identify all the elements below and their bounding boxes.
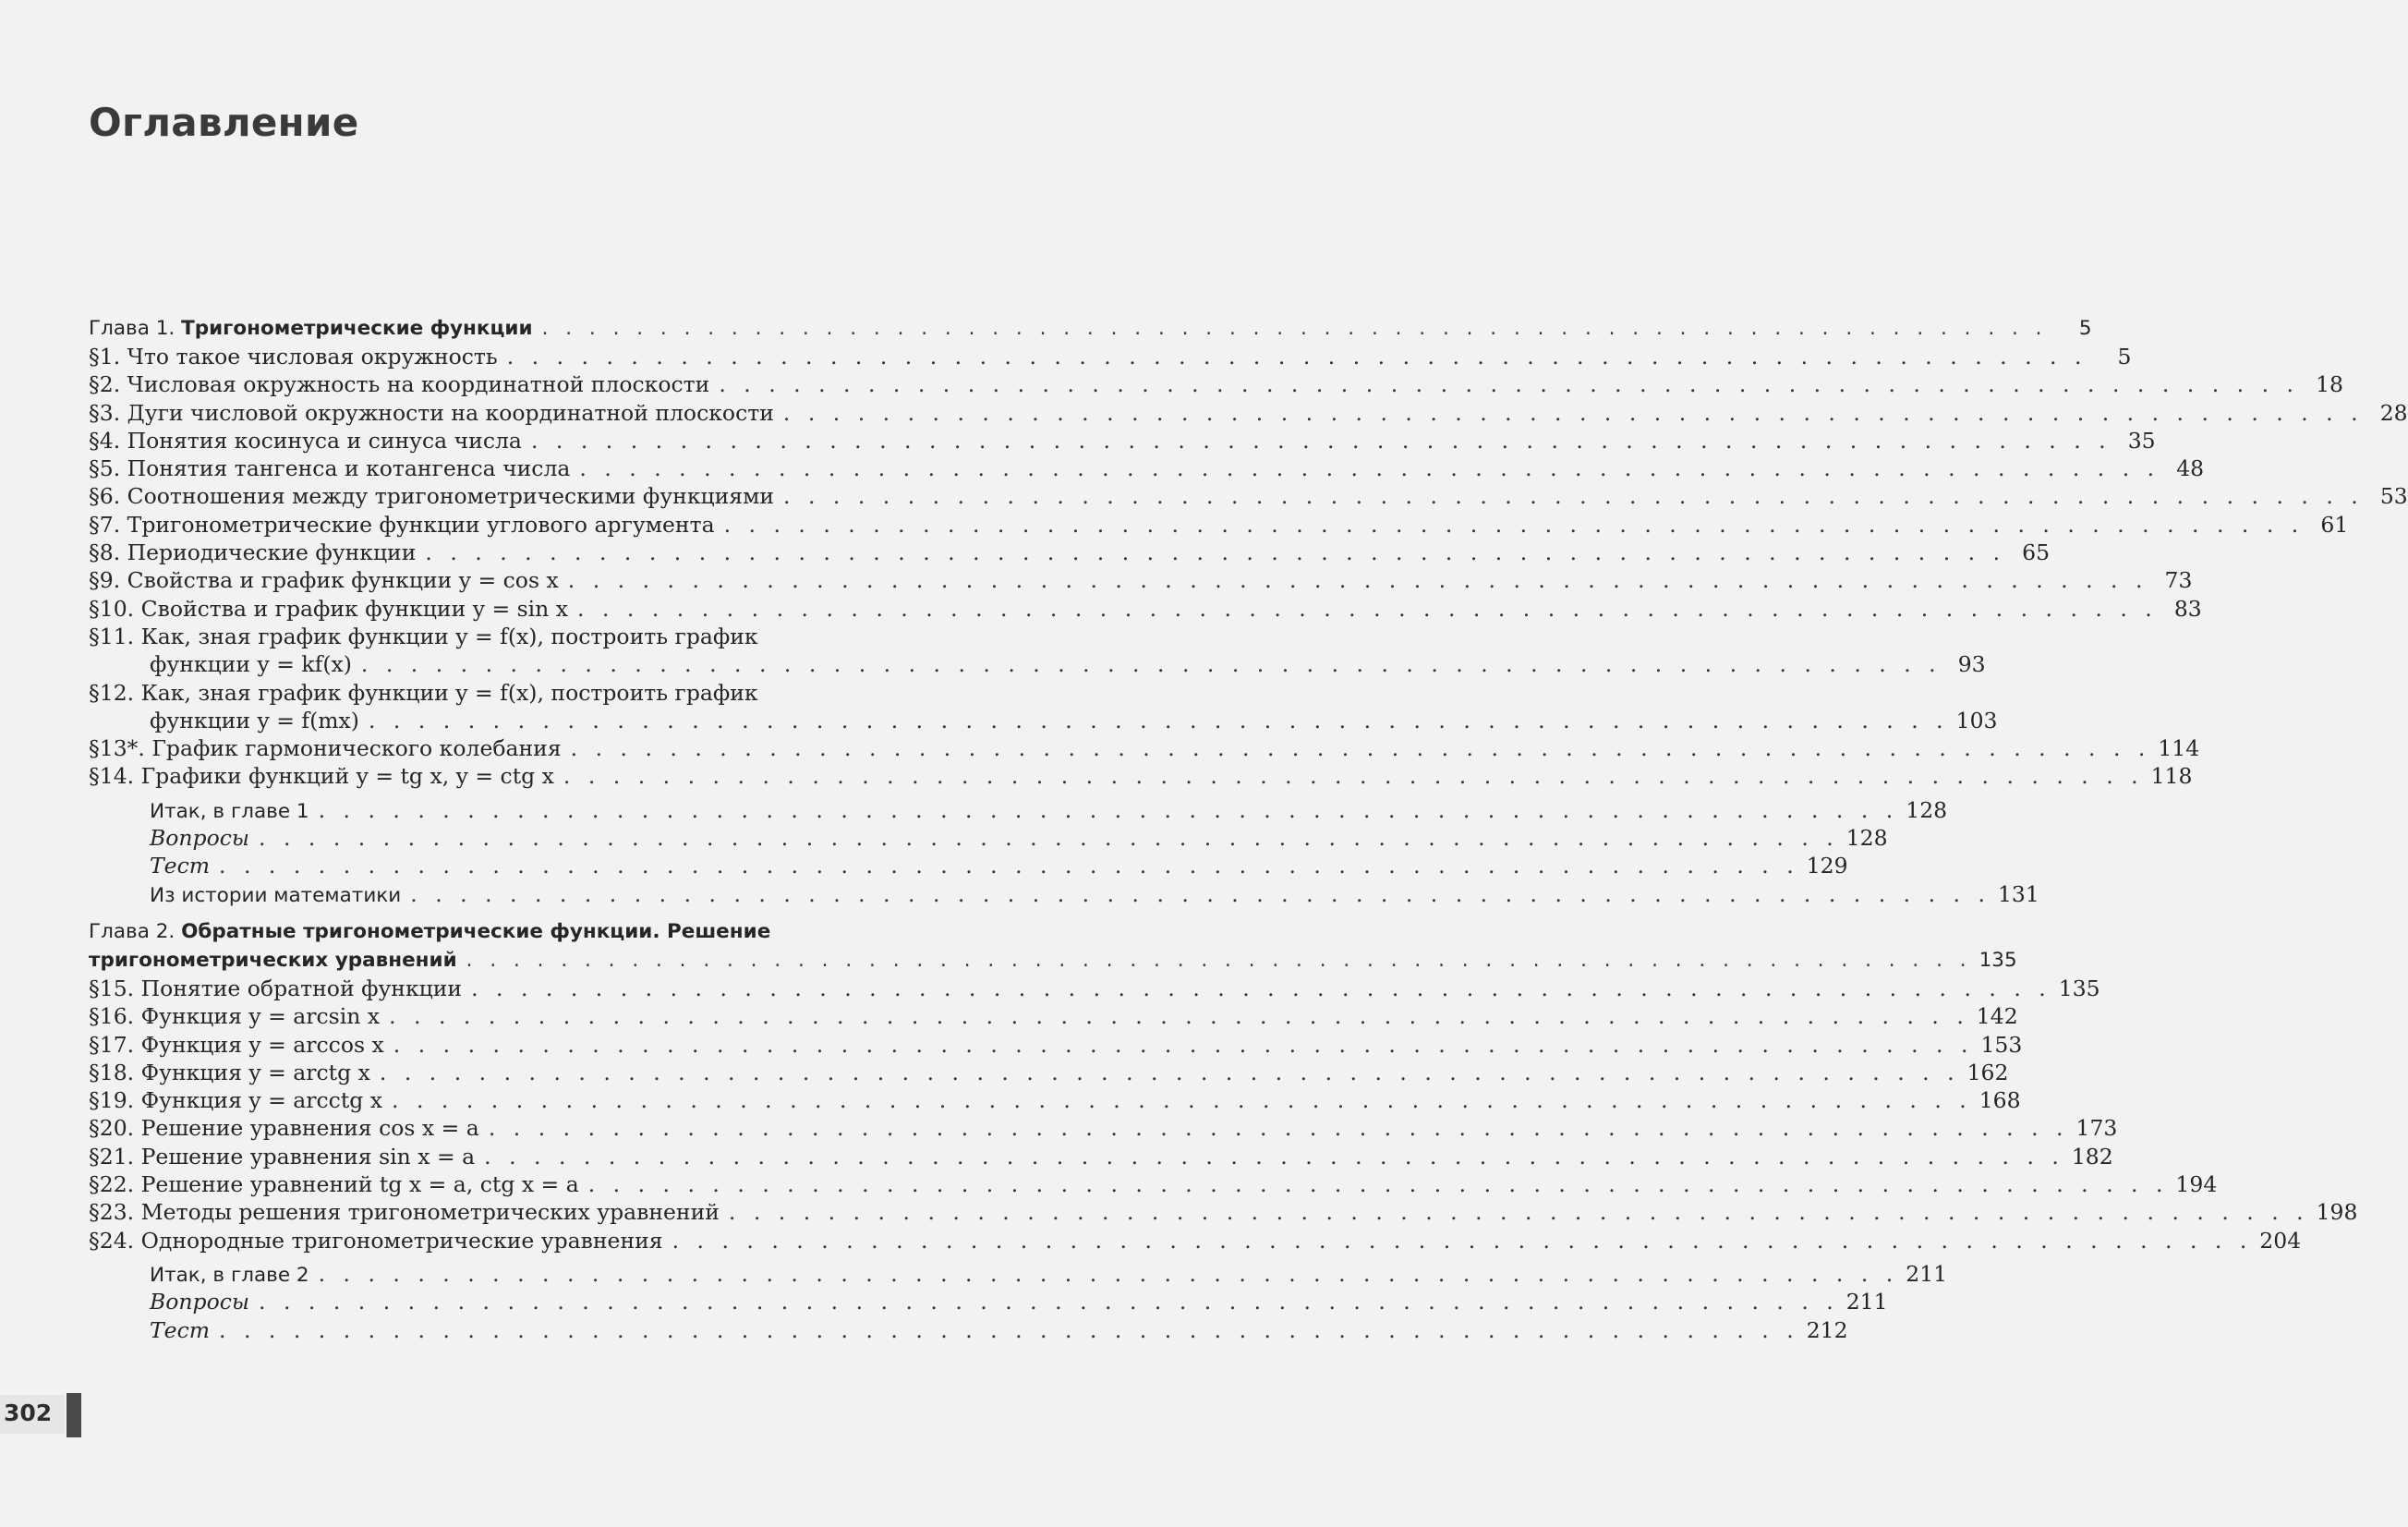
toc-page-number: 73 (2164, 567, 2193, 594)
toc-page-number: 128 (1845, 825, 1888, 852)
entry-title: Вопросы (150, 825, 250, 852)
dot-leader (783, 482, 2364, 510)
toc-page-number: 131 (1997, 880, 2039, 907)
toc-page-number: 28 (2379, 399, 2408, 426)
toc-section-entry-continued (89, 650, 1986, 678)
toc-section-entry (89, 1227, 2302, 1254)
toc-page-number: 211 (1906, 1260, 1948, 1287)
section-number: §15. (89, 975, 135, 1001)
toc-summary-entry (89, 1260, 1948, 1288)
toc-section-entry (89, 343, 2132, 370)
dot-leader (579, 454, 2160, 482)
dot-leader (577, 595, 2158, 623)
dot-leader (361, 650, 1942, 678)
section-title: Периодические функции (127, 539, 417, 566)
section-title: Графики функций y = tg x, y = ctg x (140, 763, 554, 790)
toc-page-number: 194 (2175, 1171, 2218, 1198)
toc-section-entry (89, 539, 2051, 566)
toc-section-entry (89, 975, 2100, 1002)
toc-section-entry (89, 595, 2202, 623)
section-title: Решение уравнений tg x = a, ctg x = a (140, 1171, 579, 1198)
dot-leader (380, 1059, 1960, 1086)
toc-page-number: 114 (2158, 735, 2200, 762)
toc-page-number: 18 (2316, 371, 2343, 398)
toc-page-number: 53 (2379, 483, 2408, 510)
chapter-title: Тригонометрические функции (181, 317, 533, 340)
dot-leader (410, 880, 1991, 908)
section-number: §16. (89, 1003, 135, 1030)
section-number: §8. (89, 539, 121, 566)
toc-section-entry (89, 566, 2193, 594)
toc-italic-entry (89, 824, 1888, 852)
dot-leader (393, 1031, 1974, 1059)
chapter-label (89, 917, 770, 946)
section-number: §24. (89, 1227, 135, 1254)
chapter-prefix: Глава 2. (89, 919, 182, 943)
toc-page-number: 168 (1978, 1087, 2021, 1114)
dot-leader (466, 946, 1972, 975)
dot-leader (719, 370, 2299, 398)
toc-section-entry (89, 734, 2200, 762)
dot-leader (531, 427, 2112, 454)
dot-leader (219, 852, 1799, 879)
toc-page-number: 153 (1980, 1031, 2023, 1058)
toc-page-number: 212 (1806, 1316, 1848, 1343)
entry-title: Из истории математики (150, 883, 402, 907)
toc-page-number: 5 (2078, 317, 2092, 340)
dot-leader (571, 734, 2151, 762)
toc-page-number: 83 (2173, 595, 2202, 622)
toc-section-entry (89, 679, 1042, 707)
toc-section-entry (89, 370, 2343, 398)
section-title: Функция y = arcsin x (140, 1003, 381, 1030)
toc-page-number: 198 (2316, 1199, 2358, 1226)
toc-page-number: 35 (2127, 427, 2156, 454)
dot-leader (724, 511, 2305, 539)
section-number: §9. (89, 567, 121, 594)
section-title: Числовая окружность на координатной плоскости (127, 371, 710, 398)
chapter-prefix: Глава 1. (89, 317, 182, 340)
dot-leader (369, 707, 1949, 734)
section-title: Дуги числовой окружности на координатной плоскости (127, 399, 774, 426)
section-number: §6. (89, 483, 121, 510)
toc-section-entry (89, 482, 2408, 510)
toc-section-entry (89, 427, 2156, 454)
toc-page-number: 118 (2150, 763, 2193, 790)
toc-section-entry (89, 1198, 2358, 1226)
dot-leader (568, 566, 2148, 594)
section-number: §10. (89, 595, 135, 622)
section-number: §14. (89, 763, 135, 790)
toc-page-number: 135 (1978, 948, 2017, 972)
toc-section-entry (89, 454, 2205, 482)
section-title: Что такое числовая окружность (127, 344, 498, 370)
chapter-title-continued: тригонометрических уравнений (89, 948, 457, 972)
toc-chapter-heading (89, 917, 1042, 946)
toc-page-number: 211 (1845, 1289, 1888, 1315)
toc-summary-entry (89, 796, 1948, 824)
toc-chapter-heading-continued (89, 946, 2017, 975)
dot-leader (319, 1260, 1899, 1288)
section-number: §7. (89, 511, 121, 538)
section-number: §1. (89, 344, 121, 370)
section-title: Однородные тригонометрические уравнения (140, 1227, 663, 1254)
section-title: Понятия тангенса и котангенса числа (127, 455, 571, 482)
toc-page-number: 162 (1966, 1059, 2009, 1085)
entry-title: Итак, в главе 2 (150, 1263, 309, 1287)
dot-leader (783, 399, 2364, 427)
dot-leader (507, 343, 2087, 370)
section-title-continued: функции y = kf(x) (150, 651, 352, 678)
section-title: Функция y = arctg x (140, 1059, 370, 1085)
toc-section-entry (89, 1170, 2218, 1198)
toc-page-number: 61 (2320, 511, 2349, 538)
page-title: Оглавление (89, 100, 359, 145)
section-number: §19. (89, 1087, 135, 1114)
dot-leader (672, 1227, 2253, 1254)
toc-page-number: 5 (2117, 344, 2132, 370)
section-title: Как, зная график функции y = f(x), построить график (140, 623, 758, 649)
dot-leader (729, 1198, 2309, 1226)
toc-page-number: 93 (1957, 651, 1986, 678)
toc-page-number: 173 (2075, 1115, 2118, 1142)
section-title: Свойства и график функции y = sin x (140, 595, 569, 622)
toc-page-number: 48 (2176, 455, 2205, 482)
toc-section-entry (89, 511, 2349, 539)
section-number: §5. (89, 455, 121, 482)
section-number: §3. (89, 399, 121, 426)
dot-leader (319, 796, 1899, 824)
section-title-continued: функции y = f(mx) (150, 707, 359, 733)
chapter-label (89, 314, 533, 343)
entry-title: Тест (150, 853, 211, 879)
toc-chapter-heading (89, 314, 2092, 343)
section-number: §20. (89, 1115, 135, 1142)
entry-title: Тест (150, 1316, 211, 1343)
toc-section-entry-continued (89, 707, 1998, 734)
dot-leader (259, 1288, 1839, 1315)
toc-summary-entry (89, 880, 2039, 908)
section-number: §12. (89, 679, 135, 706)
toc-page-number: 135 (2058, 975, 2100, 1001)
table-of-contents (89, 314, 2408, 1344)
toc-section-entry (89, 1086, 2021, 1114)
toc-page-number: 142 (1976, 1003, 2018, 1030)
dot-leader (259, 824, 1839, 852)
toc-page-number: 128 (1906, 796, 1948, 823)
section-title: Функция y = arccos x (140, 1031, 384, 1058)
section-number: §2. (89, 371, 121, 398)
section-title: Тригонометрические функции углового аргумента (127, 511, 715, 538)
entry-title: Вопросы (150, 1289, 250, 1315)
toc-section-entry (89, 399, 2408, 427)
toc-section-entry (89, 1114, 2118, 1142)
section-title: Функция y = arcctg x (140, 1087, 383, 1114)
chapter-title: Обратные тригонометрические функции. Решение (181, 919, 771, 943)
page-number-bar (67, 1393, 81, 1437)
toc-section-entry (89, 1002, 2018, 1030)
dot-leader (389, 1002, 1969, 1030)
toc-italic-entry (89, 852, 1848, 879)
section-title: Свойства и график функции y = cos x (127, 567, 559, 594)
dot-leader (489, 1114, 2069, 1142)
dot-leader (219, 1316, 1799, 1344)
section-title: Методы решения тригонометрических уравнений (140, 1199, 720, 1226)
toc-section-entry (89, 1059, 2009, 1086)
dot-leader (588, 1170, 2169, 1198)
dot-leader (563, 762, 2144, 790)
dot-leader (484, 1143, 2064, 1170)
toc-page-number: 103 (1955, 707, 1998, 733)
section-title: Решение уравнения sin x = a (140, 1143, 476, 1169)
section-title: Соотношения между тригонометрическими функциями (127, 483, 775, 510)
section-title: Решение уравнения cos x = a (140, 1115, 479, 1142)
section-number: §21. (89, 1143, 135, 1169)
dot-leader (392, 1086, 1972, 1114)
section-number: §18. (89, 1059, 135, 1085)
section-number: §13*. (89, 735, 145, 762)
dot-leader (425, 539, 2005, 566)
section-title: Понятия косинуса и синуса числа (127, 427, 522, 454)
toc-italic-entry (89, 1288, 1888, 1315)
toc-page-number: 129 (1806, 853, 1848, 879)
dot-leader (542, 314, 2048, 343)
toc-section-entry (89, 762, 2193, 790)
section-title: График гармонического колебания (151, 735, 562, 762)
toc-page-number: 182 (2071, 1143, 2113, 1169)
page-number: 302 (4, 1400, 53, 1426)
toc-section-entry (89, 1143, 2113, 1170)
section-number: §23. (89, 1199, 135, 1226)
section-number: §17. (89, 1031, 135, 1058)
toc-section-entry (89, 1031, 2023, 1059)
section-number: §4. (89, 427, 121, 454)
toc-page-number: 204 (2259, 1227, 2302, 1254)
dot-leader (471, 975, 2051, 1002)
toc-section-entry (89, 623, 1042, 650)
section-title: Понятие обратной функции (140, 975, 463, 1001)
section-title: Как, зная график функции y = f(x), построить график (140, 679, 758, 706)
section-number: §22. (89, 1171, 135, 1198)
entry-title: Итак, в главе 1 (150, 799, 309, 823)
toc-italic-entry (89, 1316, 1848, 1344)
section-number: §11. (89, 623, 135, 649)
toc-page-number: 65 (2022, 539, 2051, 566)
